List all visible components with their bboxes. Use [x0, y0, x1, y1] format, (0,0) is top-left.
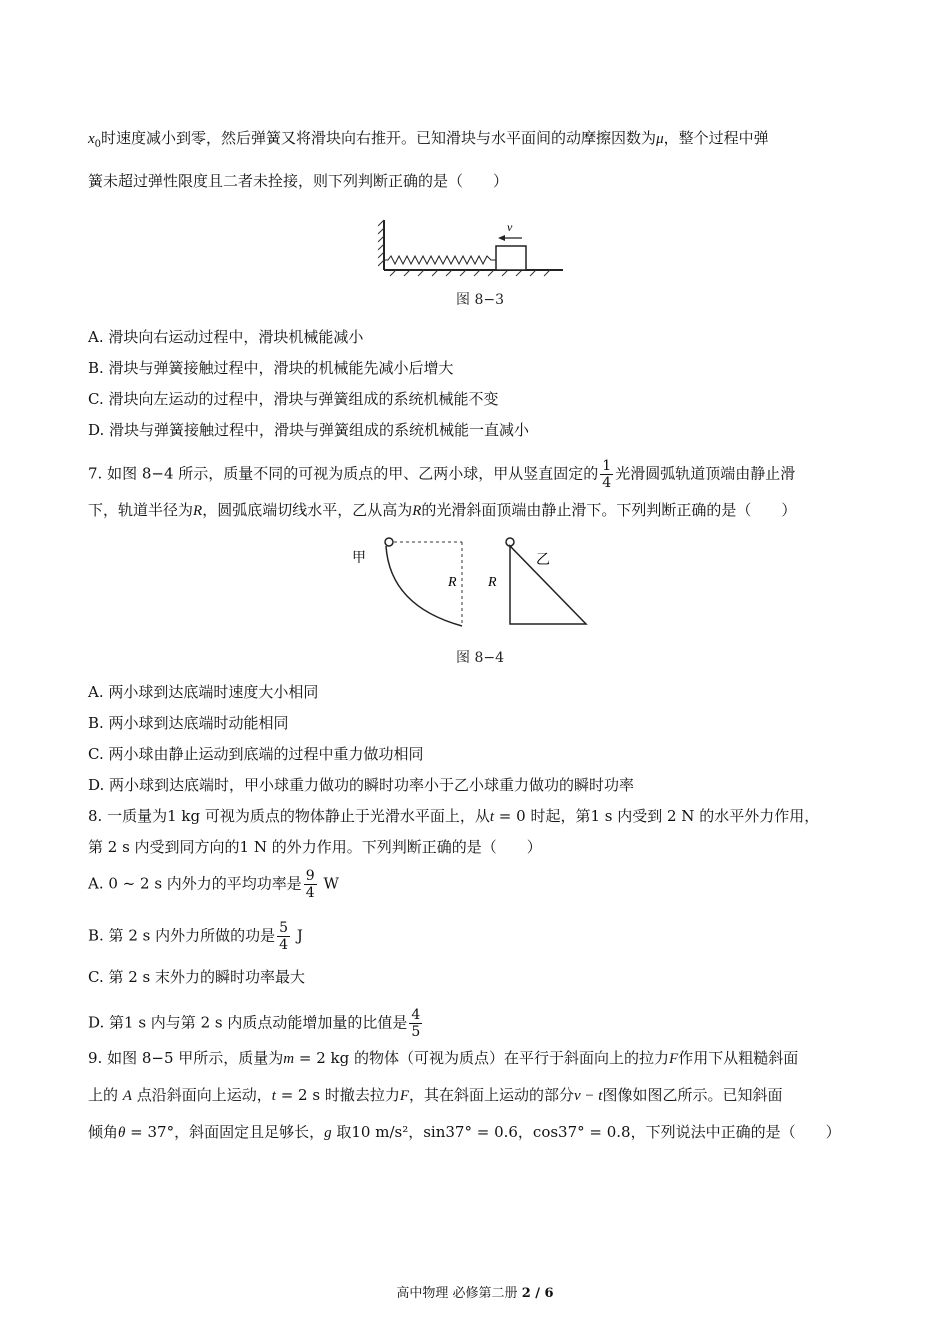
q9-text-i: 倾角	[88, 1123, 119, 1141]
q9-text-e: 点沿斜面向上运动，	[136, 1086, 272, 1104]
ball-jia	[385, 538, 393, 546]
t-variable: t	[271, 1088, 276, 1104]
q6-option-d: D. 滑块与弹簧接触过程中，滑块与弹簧组成的系统机械能一直减小	[88, 421, 530, 439]
q9-line-1	[88, 1048, 798, 1069]
m-variable: m	[283, 1051, 295, 1067]
q9-text-c: 作用下从粗糙斜面	[678, 1049, 799, 1067]
mu-symbol: μ	[656, 131, 664, 147]
t-variable: t	[489, 809, 495, 825]
q9-text-d: 上的	[88, 1086, 119, 1104]
x0-subscript: 0	[94, 139, 102, 150]
q9-line-2	[88, 1085, 782, 1106]
theta-symbol: θ	[118, 1125, 126, 1141]
frac-num: 9	[305, 868, 315, 884]
page-number: 2 / 6	[521, 1286, 554, 1301]
q8-option-b	[88, 920, 303, 953]
frac-den: 4	[305, 885, 315, 901]
q9-text-f: = 2 s 时撤去拉力	[275, 1086, 400, 1104]
q9-text-a: 9. 如图 8−5 甲所示，质量为	[88, 1049, 284, 1067]
figure-8-4	[350, 534, 610, 634]
q7-line-2	[88, 500, 796, 521]
q8-text-a: 8. 一质量为1 kg 可视为质点的物体静止于光滑水平面上，从	[88, 807, 490, 825]
unit-w: W	[323, 874, 339, 893]
frac-num: 1	[602, 458, 612, 474]
jia-label: 甲	[352, 550, 366, 566]
vt-label: v − t	[574, 1088, 603, 1104]
intro-text: 时速度减小到零，然后弹簧又将滑块向右推开。已知滑块与水平面间的动摩擦因数为	[101, 129, 657, 147]
q8-text-b: = 0 时起，第1 s 内受到 2 N 的水平外力作用，	[494, 807, 820, 825]
figure-8-3	[378, 218, 578, 278]
F-variable: F	[669, 1051, 679, 1067]
q7-text-d: ，圆弧底端切线水平，乙从高为	[202, 501, 413, 519]
q6-option-b: B. 滑块与弹簧接触过程中，滑块的机械能先减小后增大	[88, 359, 454, 377]
R-variable-2: R	[412, 503, 422, 519]
footer-title: 高中物理 必修第二册	[396, 1286, 518, 1301]
q7-option-a: A. 两小球到达底端时速度大小相同	[88, 683, 319, 701]
frac-num: 5	[279, 920, 289, 936]
page-footer	[0, 1282, 950, 1301]
q7-line-1	[88, 458, 795, 491]
q7-option-b: B. 两小球到达底端时动能相同	[88, 714, 289, 732]
q7-text-b: 光滑圆弧轨道顶端由静止滑	[615, 464, 796, 483]
quarter-fraction	[600, 458, 613, 491]
frac-den: 5	[411, 1024, 421, 1040]
q7-option-d: D. 两小球到达底端时，甲小球重力做功的瞬时功率小于乙小球重力做功的瞬时功率	[88, 776, 635, 794]
q8-option-a	[88, 868, 339, 901]
q8-option-d	[88, 1007, 424, 1040]
q7-text-c: 下，轨道半径为	[88, 501, 194, 519]
frac-den: 4	[602, 475, 612, 491]
slider-block	[496, 246, 526, 270]
fraction-5-4	[277, 920, 290, 953]
q9-text-j: = 37°，斜面固定且足够长，	[125, 1123, 325, 1141]
frac-num: 4	[411, 1007, 421, 1023]
q9-text-h: 图像如图乙所示。已知斜面	[602, 1086, 783, 1104]
unit-j: J	[296, 926, 303, 945]
q8-b-text: B. 第 2 s 内外力所做的功是	[88, 926, 276, 945]
g-variable: g	[324, 1125, 332, 1141]
x0-variable: x	[88, 131, 95, 147]
frac-den: 4	[279, 937, 289, 953]
F-variable-2: F	[399, 1088, 409, 1104]
R-variable: R	[193, 503, 203, 519]
figure-8-3-caption: 图 8−3	[456, 292, 504, 308]
q8-line-2: 第 2 s 内受到同方向的1 N 的外力作用。下列判断正确的是（ ）	[88, 838, 542, 856]
q8-option-c: C. 第 2 s 末外力的瞬时功率最大	[88, 968, 306, 986]
q8-d-text: D. 第1 s 内与第 2 s 内质点动能增加量的比值是	[88, 1013, 408, 1032]
R-label-2: R	[488, 575, 497, 590]
intro-line-1	[88, 128, 769, 155]
yi-label: 乙	[536, 552, 550, 568]
q8-a-text: A. 0 ~ 2 s 内外力的平均功率是	[88, 874, 302, 893]
spring	[384, 256, 496, 264]
q8-line-1	[88, 806, 819, 827]
fraction-4-5	[409, 1007, 422, 1040]
q9-line-3	[88, 1122, 841, 1143]
q6-option-c: C. 滑块向左运动的过程中，滑块与弹簧组成的系统机械能不变	[88, 390, 499, 408]
velocity-label: v	[507, 220, 513, 234]
intro-end: ，整个过程中弹	[663, 129, 769, 147]
q9-text-b: = 2 kg 的物体（可视为质点）在平行于斜面向上的拉力	[294, 1049, 670, 1067]
ball-yi	[506, 538, 514, 546]
q9-text-g: ，其在斜面上运动的部分	[409, 1086, 575, 1104]
fraction-9-4	[304, 868, 317, 901]
q7-option-c: C. 两小球由静止运动到底端的过程中重力做功相同	[88, 745, 424, 763]
q7-text-e: 的光滑斜面顶端由静止滑下。下列判断正确的是（ ）	[421, 501, 797, 519]
A-variable: A	[122, 1088, 132, 1104]
figure-8-4-caption: 图 8−4	[456, 650, 504, 666]
R-label-1: R	[448, 575, 457, 590]
q6-option-a: A. 滑块向右运动过程中，滑块机械能减小	[88, 328, 364, 346]
q7-text-a: 7. 如图 8−4 所示，质量不同的可视为质点的甲、乙两小球，甲从竖直固定的	[88, 464, 599, 483]
q9-text-k: 取10 m/s²，sin37° = 0.6，cos37° = 0.8，下列说法中正确的是（ ）	[336, 1123, 841, 1141]
intro-line-2: 簧未超过弹性限度且二者未拴接，则下列判断正确的是（ ）	[88, 172, 509, 190]
